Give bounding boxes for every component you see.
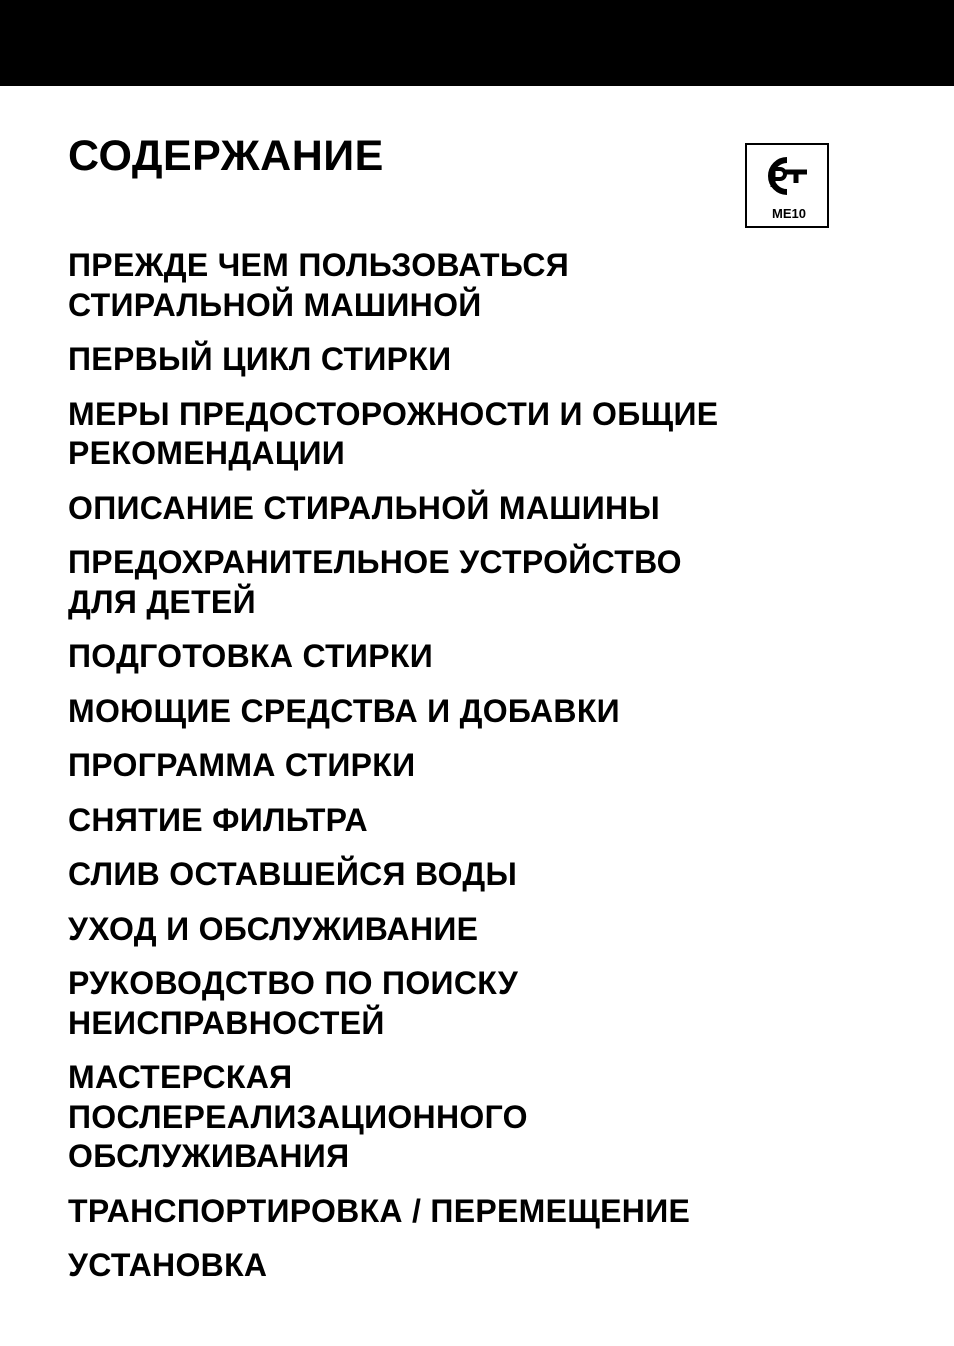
certification-mark-logo xyxy=(745,143,829,228)
toc-item-installation[interactable]: УСТАНОВКА xyxy=(68,1247,268,1283)
toc-item-machine-description[interactable]: ОПИСАНИЕ СТИРАЛЬНОЙ МАШИНЫ xyxy=(68,489,661,526)
toc-item-child-lock[interactable]: ПРЕДОХРАНИТЕЛЬНОЕ УСТРОЙСТВО ДЛЯ ДЕТЕЙ xyxy=(68,544,682,620)
toc-item-troubleshooting[interactable]: РУКОВОДСТВО ПО ПОИСКУ НЕИСПРАВНОСТЕЙ xyxy=(68,965,519,1041)
toc-item-after-sales-service[interactable]: МАСТЕРСКАЯ ПОСЛЕРЕАЛИЗАЦИОННОГО ОБСЛУЖИВАНИЯ xyxy=(68,1059,528,1174)
toc-item-first-wash-cycle[interactable]: ПЕРВЫЙ ЦИКЛ СТИРКИ xyxy=(68,341,452,377)
toc-item-wash-preparation[interactable]: ПОДГОТОВКА СТИРКИ xyxy=(68,638,433,674)
toc-item-care-maintenance[interactable]: УХОД И ОБСЛУЖИВАНИЕ xyxy=(68,910,479,947)
svg-text:МЕ10: МЕ10 xyxy=(772,206,806,221)
toc-item-detergents[interactable]: МОЮЩИЕ СРЕДСТВА И ДОБАВКИ xyxy=(68,692,620,729)
top-black-band xyxy=(0,0,954,86)
toc-item-precautions[interactable]: МЕРЫ ПРЕДОСТОРОЖНОСТИ И ОБЩИЕ РЕКОМЕНДАЦИИ xyxy=(68,395,719,471)
gost-r-certification-mark-icon xyxy=(747,145,827,226)
toc-item-filter-removal[interactable]: СНЯТИЕ ФИЛЬТРА xyxy=(68,801,368,838)
toc-item-residual-water-drain[interactable]: СЛИВ ОСТАВШЕЙСЯ ВОДЫ xyxy=(68,856,518,892)
page-title: СОДЕРЖАНИЕ xyxy=(68,132,384,180)
toc-item-before-use[interactable]: ПРЕЖДЕ ЧЕМ ПОЛЬЗОВАТЬСЯ СТИРАЛЬНОЙ МАШИНОЙ xyxy=(68,247,570,323)
toc-item-transport[interactable]: ТРАНСПОРТИРОВКА / ПЕРЕМЕЩЕНИЕ xyxy=(68,1192,691,1229)
table-of-contents xyxy=(68,246,848,1301)
toc-item-wash-program[interactable]: ПРОГРАММА СТИРКИ xyxy=(68,747,416,783)
